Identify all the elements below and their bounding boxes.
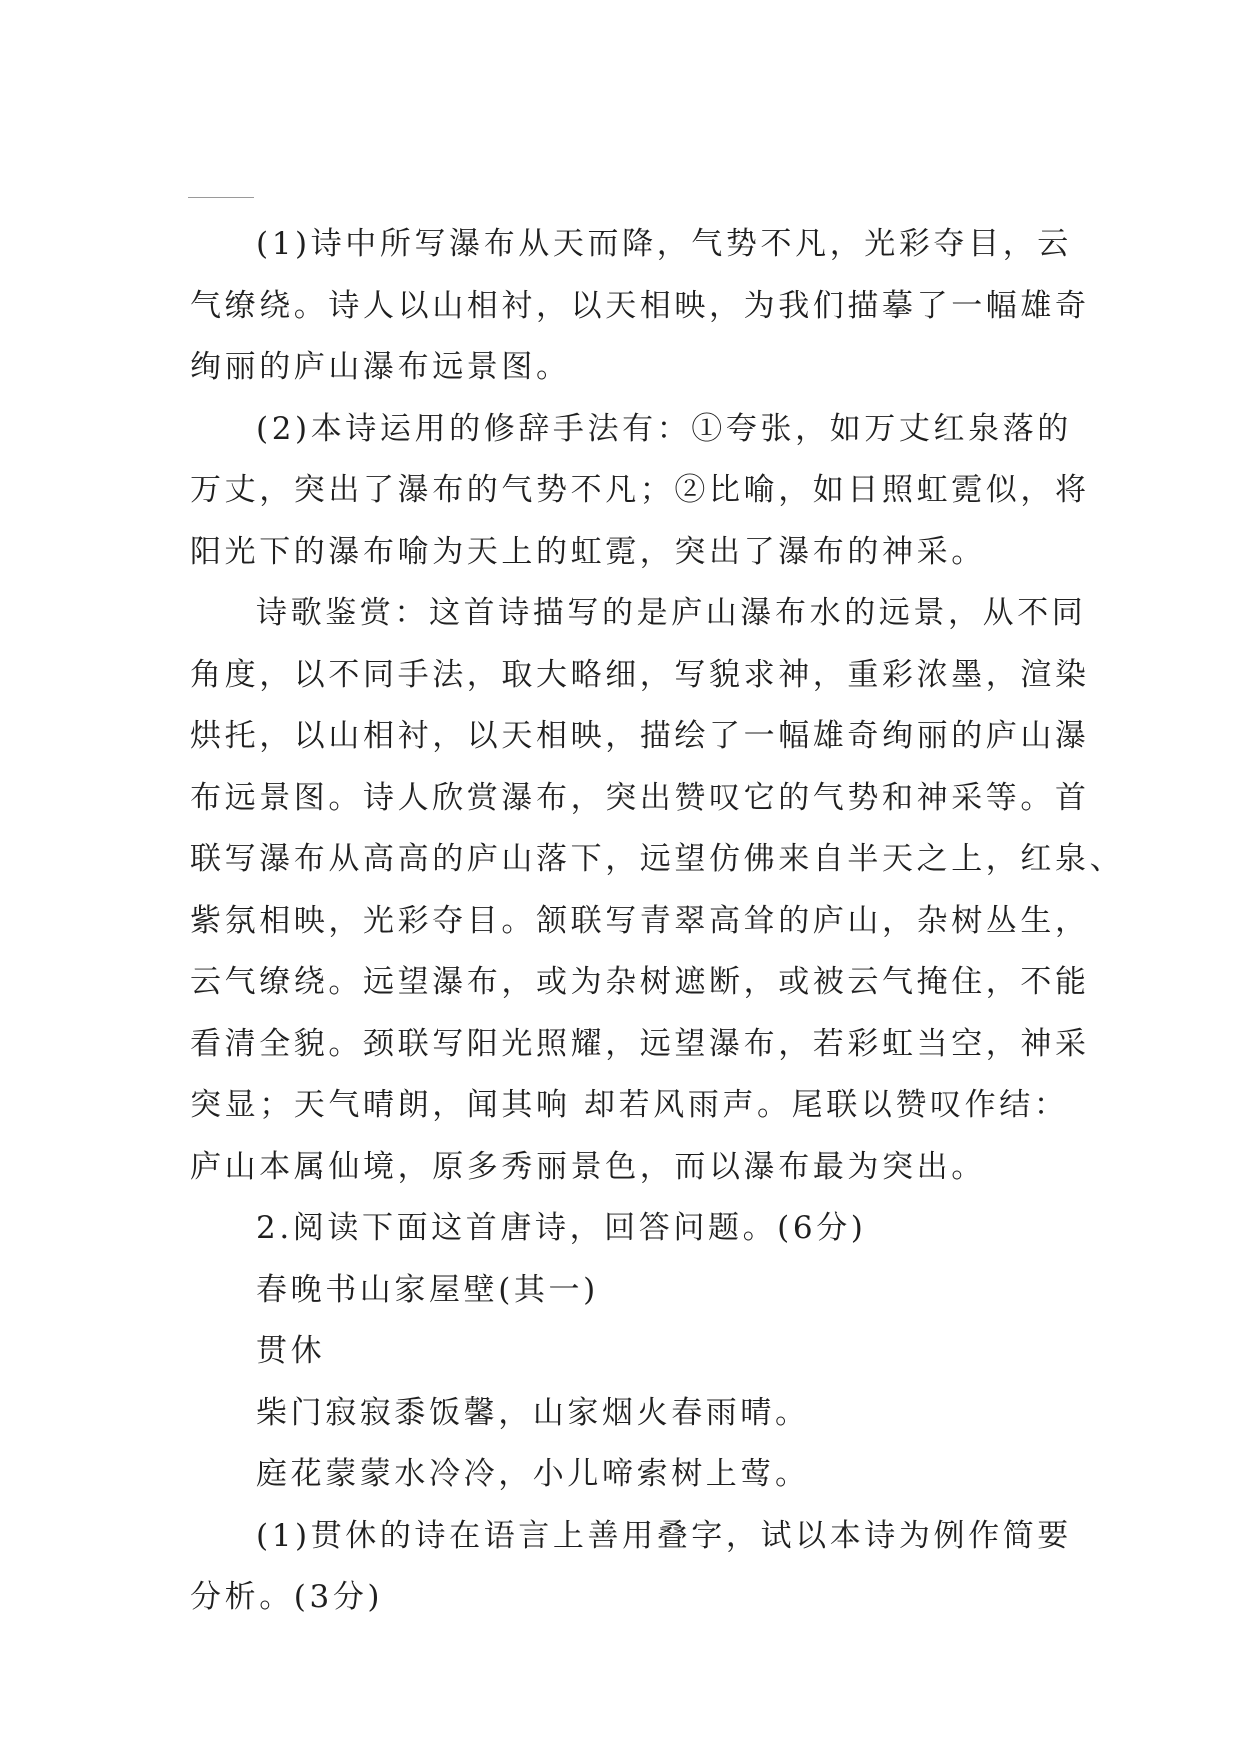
- poem-title: 春晚书山家屋壁(其一): [256, 1271, 599, 1308]
- text-line: 绚丽的庐山瀑布远景图。: [190, 349, 571, 385]
- text-line: 角度，以不同手法，取大略细，写貌求神，重彩浓墨，渲染: [190, 656, 1090, 693]
- text-line: 万丈，突出了瀑布的气势不凡；②比喻，如日照虹霓似，将: [190, 472, 1090, 508]
- question-heading: 2.阅读下面这首唐诗，回答问题。(6分): [256, 1210, 867, 1246]
- text-line: (1)诗中所写瀑布从天而降，气势不凡，光彩夺目，云: [256, 226, 1072, 262]
- text-line: 阳光下的瀑布喻为天上的虹霓，突出了瀑布的神采。: [190, 533, 986, 570]
- text-line: 紫氛相映，光彩夺目。颔联写青翠高耸的庐山，杂树丛生，: [190, 902, 1090, 939]
- text-line: (1)贯休的诗在语言上善用叠字，试以本诗为例作简要: [256, 1517, 1072, 1554]
- poem-line: 庭花蒙蒙水冷冷，小儿啼索树上莺。: [256, 1456, 810, 1492]
- text-line: 烘托，以山相衬，以天相映，描绘了一幅雄奇绚丽的庐山瀑: [190, 718, 1090, 754]
- text-line: 分析。(3分): [190, 1579, 384, 1615]
- text-line: (2)本诗运用的修辞手法有：①夸张，如万丈红泉落的: [256, 410, 1072, 447]
- poem-line: 柴门寂寂黍饭馨，山家烟火春雨晴。: [256, 1394, 810, 1431]
- text-line: 突显；天气晴朗，闻其响 却若风雨声。尾联以赞叹作结：: [190, 1087, 1069, 1123]
- text-line: 诗歌鉴赏：这首诗描写的是庐山瀑布水的远景，从不同: [256, 595, 1087, 631]
- text-line: 布远景图。诗人欣赏瀑布，突出赞叹它的气势和神采等。首: [190, 779, 1090, 816]
- poem-author: 贯休: [256, 1333, 326, 1369]
- text-line: 气缭绕。诗人以山相衬，以天相映，为我们描摹了一幅雄奇: [190, 287, 1090, 324]
- text-line: 庐山本属仙境，原多秀丽景色，而以瀑布最为突出。: [190, 1148, 986, 1185]
- text-line: 云气缭绕。远望瀑布，或为杂树遮断，或被云气掩住，不能: [190, 964, 1090, 1000]
- text-line: 联写瀑布从高高的庐山落下，远望仿佛来自半天之上，红泉、: [190, 841, 1125, 877]
- header-rule: [188, 197, 254, 198]
- text-line: 看清全貌。颈联写阳光照耀，远望瀑布，若彩虹当空，神采: [190, 1025, 1090, 1062]
- document-body: [190, 214, 1125, 1629]
